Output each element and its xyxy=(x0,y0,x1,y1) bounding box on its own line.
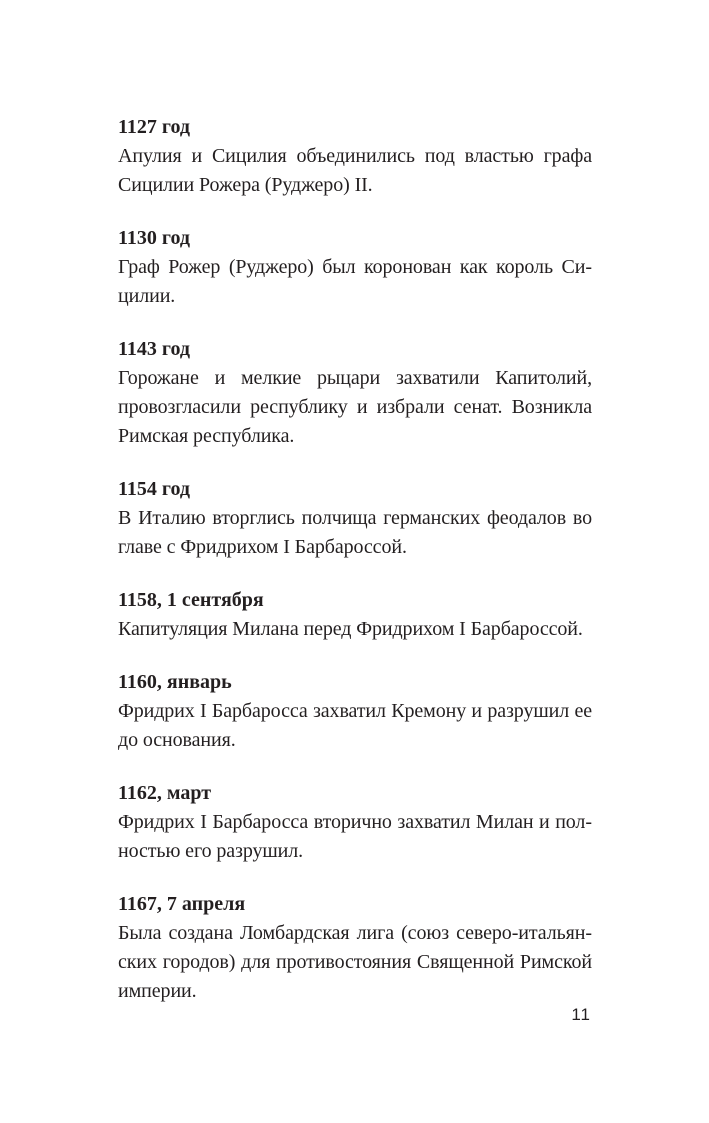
entry-text: Капитуляция Милана перед Фридрихом I Барбароссой. xyxy=(118,618,583,640)
page-number: 11 xyxy=(571,1005,591,1024)
chronology-entry xyxy=(118,779,592,866)
entry-text: Фридрих I Барбаросса вторично захватил Милан и полностью его разрушил. xyxy=(118,811,592,862)
entry-text: Апулия и Сицилия объединились под властью графа Сицилии Рожера (Руджеро) II. xyxy=(118,145,592,196)
chronology-entry xyxy=(118,890,592,1006)
entry-date: 1130 год xyxy=(118,227,191,249)
entry-date: 1158, 1 сентября xyxy=(118,589,264,611)
entry-text: В Италию вторглись полчища германских феодалов во главе с Фридрихом I Барбароссой. xyxy=(118,507,592,558)
entry-date: 1162, март xyxy=(118,782,212,804)
entry-date: 1154 год xyxy=(118,478,191,500)
chronology-entry xyxy=(118,113,592,200)
entry-date: 1160, январь xyxy=(118,671,232,693)
entry-text: Горожане и мелкие рыцари захватили Капитолий, провозгласили республику и избрали сенат. Возникла Римская республика. xyxy=(118,367,592,447)
chronology-entry xyxy=(118,224,592,311)
entry-text: Граф Рожер (Руджеро) был коронован как король Сицилии. xyxy=(118,256,592,307)
entry-text: Фридрих I Барбаросса захватил Кремону и разрушил ее до основания. xyxy=(118,700,592,751)
entry-date: 1167, 7 апреля xyxy=(118,893,246,915)
entry-date: 1143 год xyxy=(118,338,191,360)
chronology-entry xyxy=(118,475,592,562)
chronology-entry xyxy=(118,335,592,451)
entry-date: 1127 год xyxy=(118,116,191,138)
chronology-entry xyxy=(118,586,592,644)
chronology-entry xyxy=(118,668,592,755)
chronology-list xyxy=(118,113,592,1030)
entry-text: Была создана Ломбардская лига (союз северо-итальянских городов) для противостояния Священной Римской империи. xyxy=(118,922,592,1002)
